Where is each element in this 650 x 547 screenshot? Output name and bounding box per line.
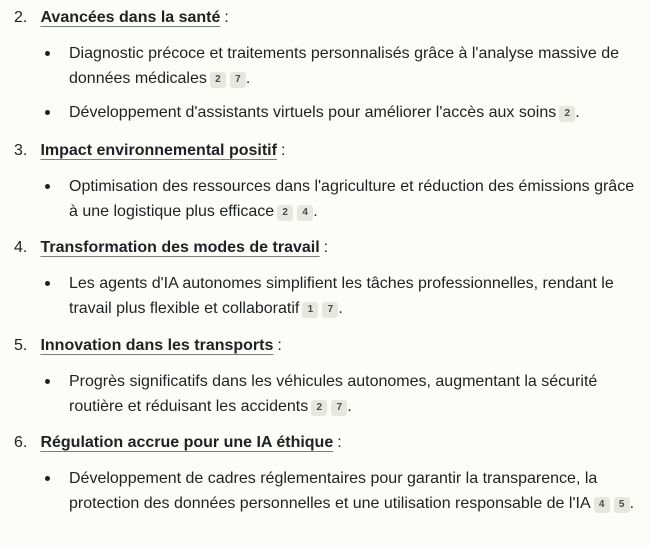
citation-badge[interactable]: 1	[302, 302, 318, 318]
heading-colon: :	[280, 142, 286, 159]
list-number: 5.	[14, 337, 28, 354]
heading-colon: :	[224, 9, 229, 26]
bullet-text: Développement d'assistants virtuels pour améliorer l'accès aux soins	[69, 104, 557, 121]
bullet-dot-icon	[45, 51, 50, 56]
bullet-dot-icon	[45, 110, 50, 115]
bullet-end: .	[313, 203, 318, 220]
section-title-link[interactable]: Régulation accrue pour une IA éthique	[40, 434, 334, 451]
citation-badge[interactable]: 7	[230, 72, 246, 88]
list-number: 3.	[14, 142, 28, 159]
bullet-text: Diagnostic précoce et traitements personnalisés grâce à l'analyse massive de données médicales	[69, 45, 619, 87]
bullet-dot-icon	[45, 184, 50, 189]
citation-badge[interactable]: 7	[322, 302, 338, 318]
heading-colon: :	[277, 337, 282, 354]
bullet-text: Optimisation des ressources dans l'agriculture et réduction des émissions grâce à une logistique plus efficace	[69, 178, 635, 220]
list-item	[69, 100, 639, 125]
section-title-link[interactable]: Avancées dans la santé	[40, 9, 221, 26]
citation-badge[interactable]: 2	[277, 205, 293, 221]
citation-badge[interactable]: 2	[210, 72, 226, 88]
bullet-end: .	[347, 398, 352, 415]
bullet-end: .	[575, 104, 580, 121]
heading-colon: :	[323, 239, 329, 256]
bullet-text: Développement de cadres réglementaires pour garantir la transparence, la protection des données personnelles et une utilisation responsable de l'IA	[69, 470, 598, 512]
list-item	[69, 466, 639, 516]
citation-badge[interactable]: 2	[559, 106, 575, 122]
bullet-dot-icon	[45, 379, 50, 384]
list-item	[69, 174, 639, 224]
bullet-end: .	[338, 300, 343, 317]
section-heading	[14, 236, 328, 260]
bullet-text: Les agents d'IA autonomes simplifient les tâches professionnelles, rendant le travail plus flexible et collaboratif	[69, 275, 614, 317]
section-heading	[14, 6, 229, 30]
citation-badge[interactable]: 4	[594, 497, 610, 513]
section-title-link[interactable]: Transformation des modes de travail	[40, 239, 320, 256]
list-number: 2.	[14, 9, 28, 26]
list-number: 4.	[14, 239, 28, 256]
citation-badge[interactable]: 5	[614, 497, 630, 513]
citation-badge[interactable]: 7	[331, 400, 347, 416]
citation-badge[interactable]: 2	[311, 400, 327, 416]
section-title-link[interactable]: Impact environnemental positif	[40, 142, 277, 159]
bullet-end: .	[629, 495, 635, 512]
bullet-dot-icon	[45, 476, 50, 481]
section-heading	[14, 139, 285, 163]
section-heading	[14, 334, 282, 358]
bullet-end: .	[245, 70, 251, 87]
bullet-text: Progrès significatifs dans les véhicules autonomes, augmentant la sécurité routière et réduisant les accidents	[69, 373, 598, 415]
bullet-dot-icon	[45, 281, 50, 286]
section-heading	[14, 431, 342, 455]
list-number: 6.	[14, 434, 28, 451]
list-item	[69, 271, 639, 321]
list-item	[69, 41, 639, 91]
heading-colon: :	[337, 434, 342, 451]
list-item	[69, 369, 639, 419]
citation-badge[interactable]: 4	[297, 205, 313, 221]
section-title-link[interactable]: Innovation dans les transports	[40, 337, 274, 354]
